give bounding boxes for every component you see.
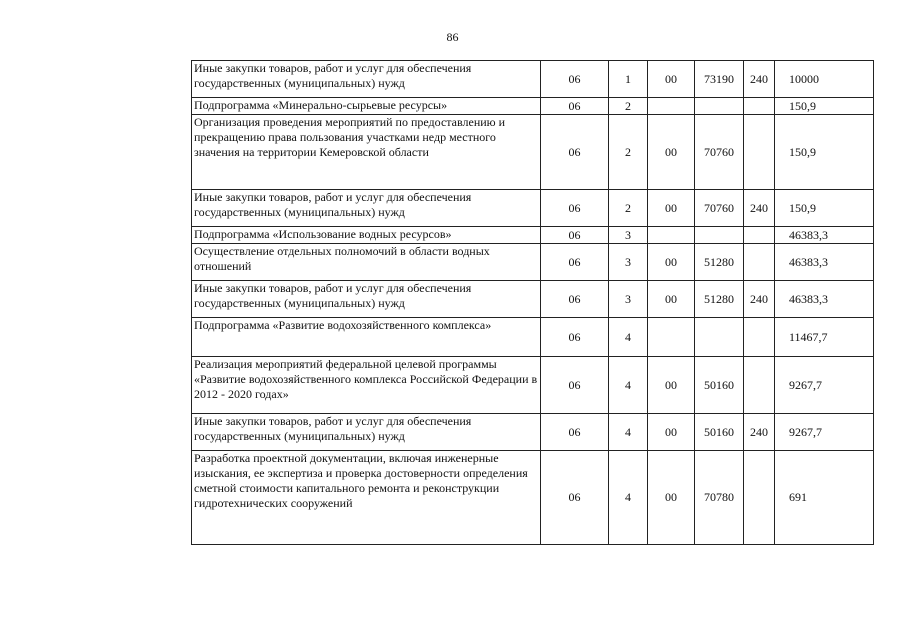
row-program: 4 — [609, 414, 648, 451]
row-section: 06 — [541, 98, 609, 115]
row-section: 06 — [541, 318, 609, 357]
row-subprogram: 00 — [648, 357, 695, 414]
row-item — [695, 227, 744, 244]
table-row — [192, 244, 874, 281]
row-program: 1 — [609, 61, 648, 98]
row-expense-type — [744, 244, 775, 281]
row-name: Подпрограмма «Развитие водохозяйственного комплекса» — [192, 318, 541, 357]
row-section: 06 — [541, 115, 609, 190]
row-sum: 150,9 — [775, 190, 874, 227]
table-row — [192, 318, 874, 357]
row-program: 2 — [609, 190, 648, 227]
row-program: 4 — [609, 451, 648, 545]
row-subprogram: 00 — [648, 281, 695, 318]
table-row — [192, 227, 874, 244]
row-name: Иные закупки товаров, работ и услуг для обеспечения государственных (муниципальных) нужд — [192, 281, 541, 318]
row-expense-type — [744, 227, 775, 244]
row-sum: 10000 — [775, 61, 874, 98]
row-name: Осуществление отдельных полномочий в области водных отношений — [192, 244, 541, 281]
row-section: 06 — [541, 451, 609, 545]
row-program: 2 — [609, 98, 648, 115]
row-name: Подпрограмма «Использование водных ресурсов» — [192, 227, 541, 244]
row-name: Иные закупки товаров, работ и услуг для обеспечения государственных (муниципальных) нужд — [192, 61, 541, 98]
table-row — [192, 115, 874, 190]
row-sum: 11467,7 — [775, 318, 874, 357]
row-program: 4 — [609, 357, 648, 414]
row-item: 51280 — [695, 244, 744, 281]
row-program: 3 — [609, 281, 648, 318]
row-name: Реализация мероприятий федеральной целевой программы «Развитие водохозяйственного комплекса Российской Федерации в 2012 - 2020 годах» — [192, 357, 541, 414]
row-expense-type — [744, 357, 775, 414]
row-program: 2 — [609, 115, 648, 190]
row-name: Разработка проектной документации, включая инженерные изыскания, ее экспертиза и проверка достоверности определения сметной стоимости капитального ремонта и реконструкции гидротехнических сооружений — [192, 451, 541, 545]
table-row — [192, 190, 874, 227]
row-name: Организация проведения мероприятий по предоставлению и прекращению права пользования участками недр местного значения на территории Кемеровской области — [192, 115, 541, 190]
row-section: 06 — [541, 357, 609, 414]
row-expense-type — [744, 115, 775, 190]
row-name: Подпрограмма «Минерально-сырьевые ресурсы» — [192, 98, 541, 115]
row-sum: 46383,3 — [775, 227, 874, 244]
row-sum: 150,9 — [775, 115, 874, 190]
table-row — [192, 414, 874, 451]
row-item: 70760 — [695, 190, 744, 227]
row-item: 73190 — [695, 61, 744, 98]
table-row — [192, 281, 874, 318]
row-sum: 46383,3 — [775, 281, 874, 318]
row-section: 06 — [541, 414, 609, 451]
row-expense-type: 240 — [744, 414, 775, 451]
row-sum: 46383,3 — [775, 244, 874, 281]
row-expense-type: 240 — [744, 281, 775, 318]
row-expense-type — [744, 318, 775, 357]
row-program: 3 — [609, 227, 648, 244]
row-item: 70760 — [695, 115, 744, 190]
row-item: 50160 — [695, 414, 744, 451]
row-item: 50160 — [695, 357, 744, 414]
table-row — [192, 98, 874, 115]
row-item — [695, 318, 744, 357]
row-sum: 150,9 — [775, 98, 874, 115]
row-name: Иные закупки товаров, работ и услуг для обеспечения государственных (муниципальных) нужд — [192, 414, 541, 451]
row-subprogram — [648, 98, 695, 115]
row-subprogram — [648, 227, 695, 244]
row-name: Иные закупки товаров, работ и услуг для обеспечения государственных (муниципальных) нужд — [192, 190, 541, 227]
row-expense-type — [744, 451, 775, 545]
table-row — [192, 451, 874, 545]
row-program: 4 — [609, 318, 648, 357]
row-item — [695, 98, 744, 115]
row-section: 06 — [541, 281, 609, 318]
row-sum: 9267,7 — [775, 414, 874, 451]
row-section: 06 — [541, 61, 609, 98]
row-sum: 691 — [775, 451, 874, 545]
row-subprogram — [648, 318, 695, 357]
row-item: 70780 — [695, 451, 744, 545]
row-subprogram: 00 — [648, 61, 695, 98]
table-row — [192, 61, 874, 98]
row-subprogram: 00 — [648, 451, 695, 545]
row-section: 06 — [541, 190, 609, 227]
row-sum: 9267,7 — [775, 357, 874, 414]
row-subprogram: 00 — [648, 190, 695, 227]
row-item: 51280 — [695, 281, 744, 318]
table-row — [192, 357, 874, 414]
row-expense-type: 240 — [744, 190, 775, 227]
budget-table — [191, 60, 874, 545]
row-expense-type: 240 — [744, 61, 775, 98]
row-section: 06 — [541, 227, 609, 244]
row-expense-type — [744, 98, 775, 115]
row-subprogram: 00 — [648, 115, 695, 190]
row-subprogram: 00 — [648, 414, 695, 451]
page-number: 86 — [446, 30, 459, 44]
row-subprogram: 00 — [648, 244, 695, 281]
row-section: 06 — [541, 244, 609, 281]
row-program: 3 — [609, 244, 648, 281]
